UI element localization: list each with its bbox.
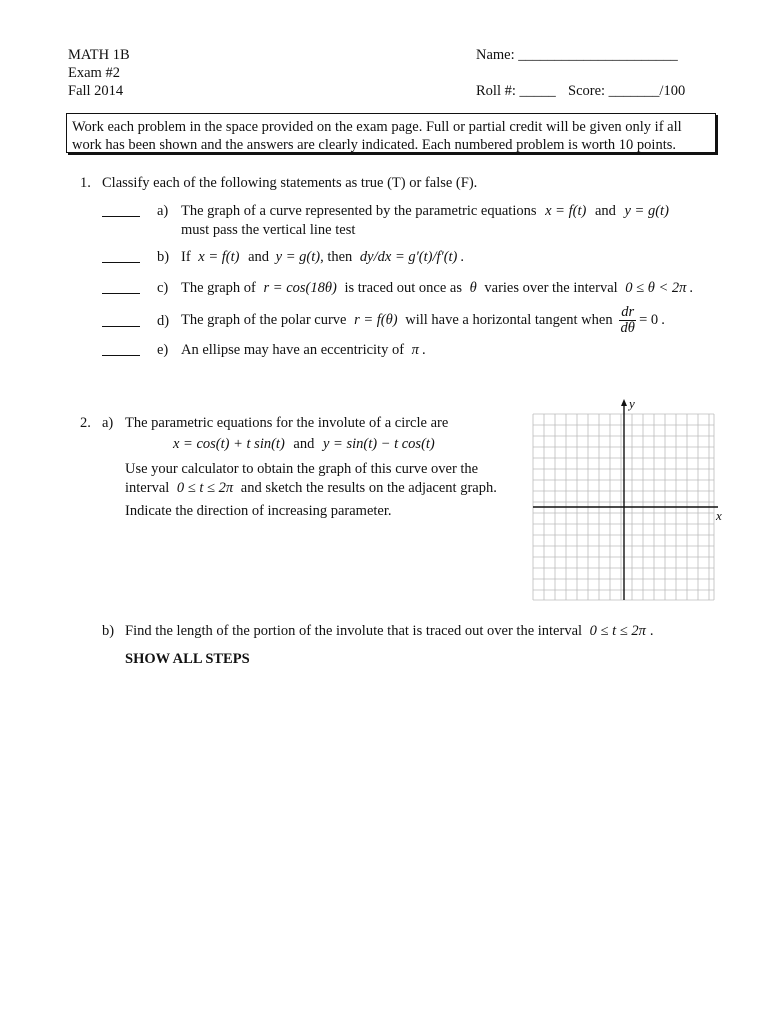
- y-axis-label: y: [629, 396, 635, 411]
- item-1c-statement: [181, 280, 693, 297]
- answer-blank-1b[interactable]: [102, 262, 140, 263]
- equals-zero: = 0: [639, 312, 659, 328]
- answer-blank-1c[interactable]: [102, 293, 140, 294]
- answer-blank-1e[interactable]: [102, 355, 140, 356]
- item-2a-line1: The parametric equations for the involute of a circle are: [125, 415, 449, 431]
- item-2a-line4: [125, 480, 497, 497]
- score-field: Score: _______/100: [568, 83, 686, 99]
- fraction-dr-dtheta: [619, 305, 636, 336]
- interval-t: 0 ≤ t ≤ 2π: [589, 623, 646, 639]
- item-1b-statement: [181, 249, 464, 266]
- item-2b-text: Find the length of the portion of the involute that is traced out over the interval: [125, 623, 583, 639]
- exam-term: Fall 2014: [68, 83, 124, 99]
- show-all-steps: SHOW ALL STEPS: [125, 651, 250, 667]
- period: .: [661, 312, 665, 328]
- answer-workspace[interactable]: [66, 680, 716, 1000]
- period: .: [421, 342, 426, 358]
- fraction-denominator: dθ: [620, 320, 635, 337]
- period: .: [460, 249, 465, 265]
- problem-2-number: 2.: [80, 415, 91, 431]
- item-2a-letter: a): [102, 415, 114, 431]
- roll-number-field[interactable]: Roll #: _____: [476, 83, 556, 99]
- equation-involute-y: y = sin(t) − t cos(t): [322, 436, 435, 452]
- item-1a-text: The graph of a curve represented by the parametric equations: [181, 203, 537, 219]
- pi-symbol: π: [411, 342, 419, 358]
- item-2b-statement: [125, 623, 654, 640]
- equation-involute-x: x = cos(t) + t sin(t): [173, 436, 285, 452]
- item-1d-text: The graph of the polar curve: [181, 312, 347, 328]
- item-2a-line4-rest: and sketch the results on the adjacent graph.: [240, 480, 497, 496]
- item-1c-text: The graph of: [181, 280, 256, 296]
- y-axis-arrow-icon: [621, 399, 627, 406]
- equation-r-f-theta: r = f(θ): [354, 312, 398, 328]
- item-1a-statement: [181, 203, 669, 220]
- item-1e-text: An ellipse may have an eccentricity of: [181, 342, 405, 358]
- and-word: and: [594, 203, 616, 219]
- instructions-box: Work each problem in the space provided on the exam page. Full or partial credit will be given only if all work has been shown and the answers are clearly indicated. Each numbered problem is worth 10 points.: [66, 113, 716, 153]
- item-1a-letter: a): [157, 203, 169, 219]
- equation-derivative: dy/dx = g′(t)/f′(t): [359, 249, 458, 265]
- item-2b-letter: b): [102, 623, 115, 639]
- item-2a-line5: Indicate the direction of increasing parameter.: [125, 503, 392, 519]
- theta-symbol: θ: [469, 280, 477, 296]
- item-1c-text2: is traced out once as: [344, 280, 463, 296]
- equation-x-f-t: x = f(t): [545, 203, 587, 219]
- item-1d-statement: [181, 300, 665, 340]
- equation-r-cos: r = cos(18θ): [263, 280, 337, 296]
- interval-t: 0 ≤ t ≤ 2π: [176, 480, 234, 496]
- answer-blank-1d[interactable]: [102, 326, 140, 327]
- interval-word: interval: [125, 480, 170, 496]
- problem-1-number: 1.: [80, 175, 91, 191]
- equation-x-f-t: x = f(t): [198, 249, 240, 265]
- item-2a-line3: Use your calculator to obtain the graph of this curve over the: [125, 461, 479, 477]
- fraction-numerator: dr: [621, 304, 635, 321]
- x-axis-label: x: [716, 508, 722, 523]
- problem-1-prompt: Classify each of the following statements as true (T) or false (F).: [102, 175, 478, 191]
- sketch-graph[interactable]: [530, 395, 730, 605]
- course-title: MATH 1B: [68, 47, 130, 63]
- then-word: , then: [320, 249, 353, 265]
- item-1d-text2: will have a horizontal tangent when: [405, 312, 613, 328]
- item-1b-letter: b): [157, 249, 170, 265]
- equation-y-g-t: y = g(t): [275, 249, 321, 265]
- name-field[interactable]: Name: ______________________: [476, 47, 678, 63]
- and-word: and: [293, 436, 315, 452]
- item-1c-text3: varies over the interval: [484, 280, 618, 296]
- item-1d-letter: d): [157, 313, 170, 329]
- interval-theta: 0 ≤ θ < 2π: [625, 280, 687, 296]
- period: .: [649, 623, 654, 639]
- if-word: If: [181, 249, 191, 265]
- item-1c-letter: c): [157, 280, 169, 296]
- item-1a-continuation: must pass the vertical line test: [181, 222, 356, 238]
- period: .: [689, 280, 694, 296]
- answer-blank-1a[interactable]: [102, 216, 140, 217]
- exam-number: Exam #2: [68, 65, 120, 81]
- item-1e-statement: [181, 342, 426, 359]
- equation-y-g-t: y = g(t): [624, 203, 669, 219]
- involute-equations: [173, 436, 435, 453]
- item-1e-letter: e): [157, 342, 169, 358]
- and-word: and: [248, 249, 270, 265]
